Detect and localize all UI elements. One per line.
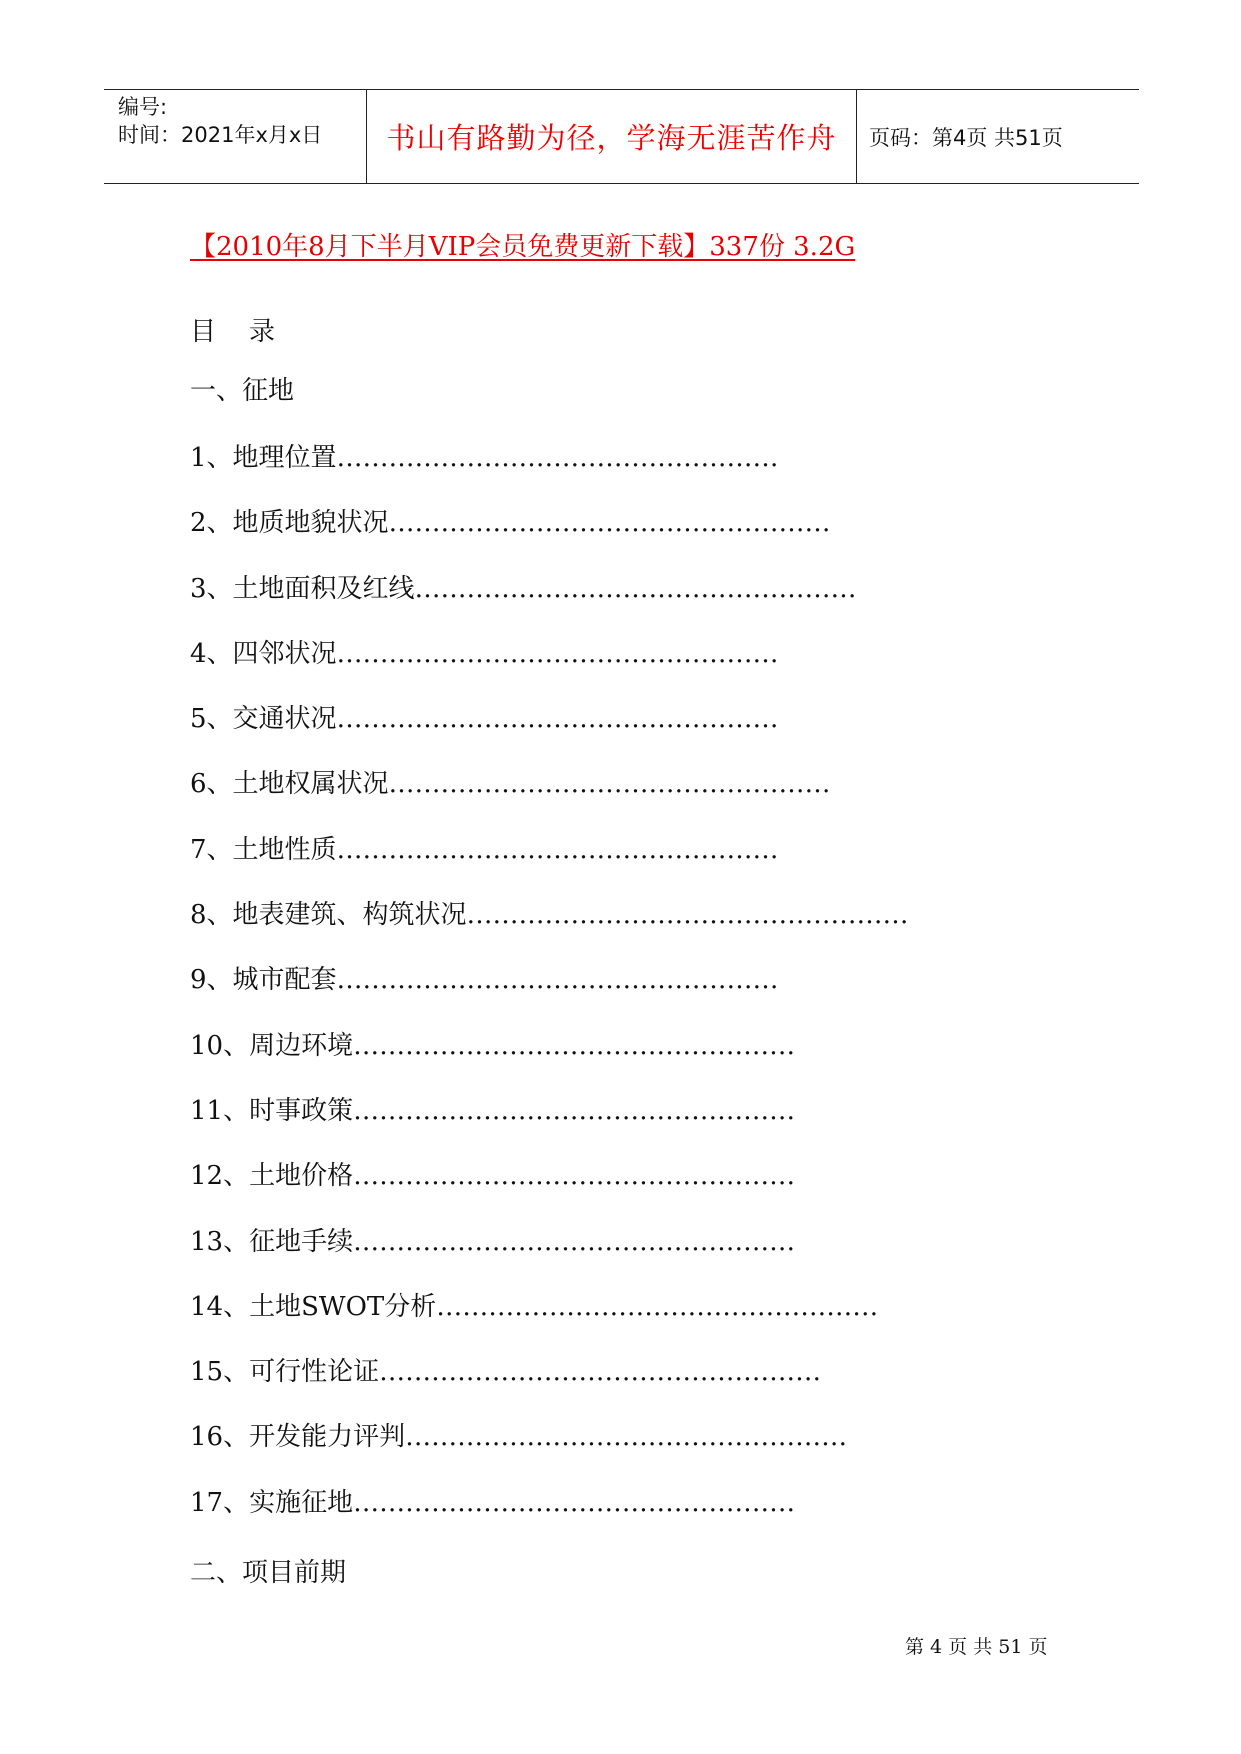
toc-item-label: 1、地理位置: [190, 443, 337, 473]
toc-item[interactable]: [190, 1093, 909, 1158]
page-header: [104, 89, 1139, 184]
toc-item[interactable]: [190, 1485, 909, 1550]
toc-item-label: 9、城市配套: [190, 965, 337, 996]
toc-item[interactable]: [190, 1419, 909, 1484]
toc-leader-dots: ……………………………………………: [466, 900, 909, 931]
download-banner-link[interactable]: 【2010年8月下半月VIP会员免费更新下载】337份 3.2G: [190, 232, 856, 262]
toc-item-label: 5、交通状况: [190, 704, 337, 735]
toc-item-label: 10、周边环境: [190, 1030, 354, 1061]
toc-section-heading: 二、项目前期: [190, 1558, 347, 1588]
toc-item-label: 8、地表建筑、构筑状况: [190, 900, 467, 931]
toc-leader-dots: ……………………………………………: [336, 704, 779, 735]
toc-leader-dots: ……………………………………………: [336, 834, 779, 865]
toc-item-label: 15、可行性论证: [190, 1357, 380, 1388]
toc-item-label: 7、土地性质: [190, 834, 337, 865]
toc-item[interactable]: [190, 505, 909, 570]
toc-item[interactable]: [190, 897, 909, 962]
toc-item[interactable]: [190, 636, 909, 701]
toc-item[interactable]: [190, 571, 909, 636]
toc-leader-dots: ……………………………………………: [353, 1487, 796, 1518]
toc-item[interactable]: [190, 1158, 909, 1223]
toc-leader-dots: ……………………………………………: [336, 965, 779, 996]
toc-leader-dots: ……………………………………………: [388, 508, 831, 539]
toc-item-label: 11、时事政策: [190, 1095, 354, 1126]
toc-title: 目 录: [190, 317, 276, 347]
toc-leader-dots: ……………………………………………: [336, 638, 779, 669]
page-footer: 第 4 页 共 51 页: [905, 1636, 1048, 1658]
toc-leader-dots: ……………………………………………: [405, 1422, 848, 1453]
header-page-code: 页码：第4页 共51页: [869, 125, 1063, 150]
toc-item[interactable]: [190, 1224, 909, 1289]
document-time: 时间：2021年x月x日: [118, 123, 323, 147]
toc-leader-dots: ……………………………………………: [388, 769, 831, 800]
toc-item-label: 16、开发能力评判: [190, 1422, 406, 1453]
toc-item[interactable]: [190, 1028, 909, 1093]
toc-item-label: 12、土地价格: [190, 1161, 354, 1192]
toc-item-label: 17、实施征地: [190, 1487, 354, 1518]
toc-item[interactable]: [190, 1289, 909, 1354]
toc-item-label: 4、四邻状况: [190, 638, 337, 669]
toc-item-label: 2、地质地貌状况: [190, 508, 389, 539]
toc-item[interactable]: [190, 766, 909, 831]
toc-leader-dots: ……………………………………………: [379, 1357, 822, 1388]
header-meta: [104, 90, 367, 183]
toc-leader-dots: ……………………………………………: [414, 573, 857, 604]
toc-leader-dots: ……………………………………………: [353, 1095, 796, 1126]
document-number-label: 编号:: [118, 95, 168, 119]
toc-leader-dots: ……………………………………………: [353, 1161, 796, 1192]
toc-item-label: 6、土地权属状况: [190, 769, 389, 800]
toc-leader-dots: ……………………………………………: [336, 443, 779, 473]
toc-section-heading: 一、征地: [190, 376, 295, 406]
toc-leader-dots: ……………………………………………: [353, 1226, 796, 1257]
toc-list: [190, 440, 909, 1550]
toc-leader-dots: ……………………………………………: [353, 1030, 796, 1061]
toc-item[interactable]: [190, 1354, 909, 1419]
header-motto: 书山有路勤为径，学海无涯苦作舟: [367, 90, 857, 183]
toc-item-label: 14、土地SWOT分析: [190, 1291, 437, 1322]
toc-leader-dots: ……………………………………………: [436, 1291, 879, 1322]
toc-item-label: 13、征地手续: [190, 1226, 354, 1257]
toc-item[interactable]: [190, 440, 909, 505]
toc-item-label: 3、土地面积及红线: [190, 573, 415, 604]
toc-item[interactable]: [190, 962, 909, 1027]
toc-item[interactable]: [190, 832, 909, 897]
toc-item[interactable]: [190, 701, 909, 766]
